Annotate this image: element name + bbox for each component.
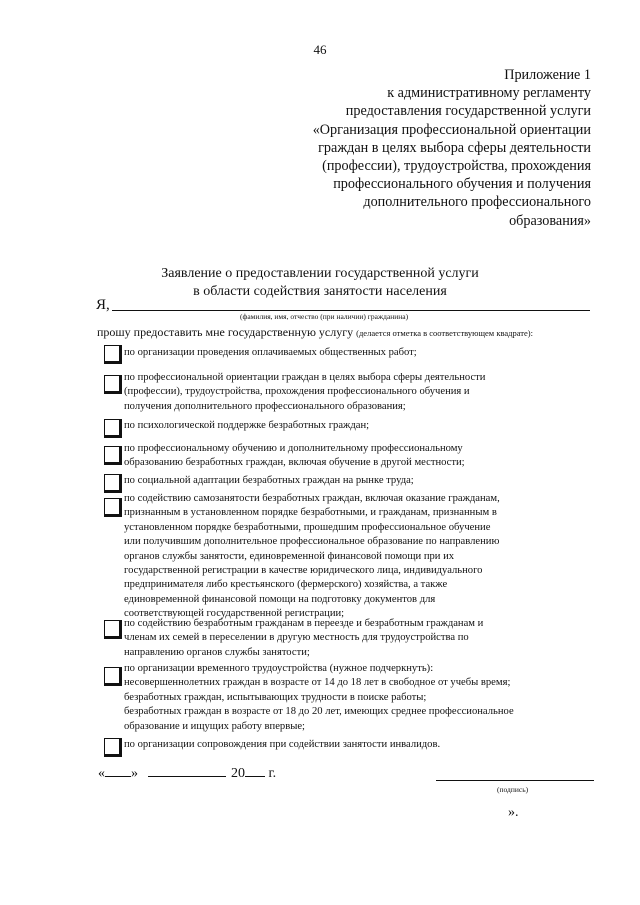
appendix-line: граждан в целях выбора сферы деятельности	[318, 139, 591, 156]
service-item	[124, 492, 564, 622]
appendix-line: образования»	[509, 212, 591, 229]
closing-mark: ».	[508, 805, 519, 820]
service-line: по социальной адаптации безработных граждан на рынке труда;	[124, 475, 414, 486]
date-day-blank[interactable]	[105, 776, 131, 777]
appendix-line: к административному регламенту	[387, 85, 591, 102]
service-checkbox[interactable]	[104, 738, 122, 757]
service-line: предпринимателя либо крестьянского (фермерского) хозяйства, а также	[124, 579, 448, 591]
title-line-1: Заявление о предоставлении государственной услуги	[161, 266, 479, 281]
appendix-header	[271, 66, 591, 230]
service-line: единовременной финансовой помощи на подготовку документов для	[124, 593, 436, 605]
service-item	[124, 474, 564, 488]
date-month-blank[interactable]	[148, 776, 226, 777]
service-line: по организации проведения оплачиваемых общественных работ;	[124, 347, 417, 358]
applicant-caption: (фамилия, имя, отчество (при наличии) гражданина)	[240, 312, 409, 321]
service-line: получения дополнительного профессионального образования;	[124, 400, 406, 412]
page-number: 46	[313, 42, 327, 57]
date-open-quote: «	[98, 766, 105, 781]
applicant-name-line[interactable]	[112, 310, 590, 311]
service-line: образование и ищущих работу впервые;	[124, 720, 305, 732]
service-checkbox[interactable]	[104, 375, 122, 394]
service-line: соответствующей государственной регистрации;	[124, 608, 345, 620]
service-line: членам их семей в переселении в другую местность для трудоустройства по	[124, 632, 469, 644]
service-checkbox[interactable]	[104, 474, 122, 493]
request-note: (делается отметка в соответствующем квадрате):	[356, 328, 533, 338]
service-line: безработных граждан в возрасте от 18 до 20 лет, имеющих среднее профессиональное	[124, 706, 514, 718]
applicant-prefix: Я,	[96, 297, 110, 313]
service-line: установленном порядке безработными, прошедшим профессиональное обучение	[124, 521, 491, 533]
service-checkbox[interactable]	[104, 620, 122, 639]
service-line: образованию безработных граждан, включая обучение в другой местности;	[124, 457, 465, 469]
request-text: прошу предоставить мне государственную услугу	[97, 325, 354, 339]
service-checkbox[interactable]	[104, 345, 122, 364]
request-line	[97, 325, 533, 340]
date-year-suffix: г.	[268, 766, 277, 781]
service-item	[124, 442, 564, 471]
service-line: несовершеннолетних граждан в возрасте от 14 до 18 лет в свободное от учебы время;	[124, 677, 511, 689]
title-line-2: в области содействия занятости населения	[193, 284, 447, 299]
appendix-line: Приложение 1	[504, 67, 591, 83]
service-line: по содействию самозанятости безработных граждан, включая оказание гражданам,	[124, 493, 500, 504]
service-item	[124, 419, 564, 433]
service-line: государственной регистрации в качестве юридического лица, индивидуального	[124, 565, 483, 577]
service-checkbox[interactable]	[104, 667, 122, 686]
service-line: или получившим дополнительное профессиональное образование по направлению	[124, 536, 500, 548]
service-checkbox[interactable]	[104, 498, 122, 517]
signature-line[interactable]	[436, 780, 594, 781]
appendix-line: профессионального обучения и получения	[333, 176, 591, 193]
date-field	[98, 766, 276, 782]
service-item	[124, 371, 564, 414]
appendix-line: дополнительного профессионального	[363, 194, 591, 211]
service-item	[124, 738, 564, 752]
date-close-quote: »	[131, 766, 138, 781]
service-item	[124, 662, 564, 734]
service-line: по организации временного трудоустройства (нужное подчеркнуть):	[124, 663, 434, 674]
service-item	[124, 617, 564, 660]
service-line: (профессии), трудоустройства, прохождения профессионального обучения и	[124, 386, 470, 398]
service-line: по содействию безработным гражданам в переезде и безработным гражданам и	[124, 618, 484, 629]
service-line: безработных граждан, испытывающих трудности в поиске работы;	[124, 691, 427, 703]
signature-caption: (подпись)	[497, 785, 529, 794]
date-year-prefix: 20	[231, 766, 245, 781]
appendix-line: «Организация профессиональной ориентации	[312, 121, 591, 138]
service-line: по организации сопровождения при содействии занятости инвалидов.	[124, 739, 441, 750]
appendix-line: (профессии), трудоустройства, прохождения	[322, 158, 591, 175]
service-line: по психологической поддержке безработных граждан;	[124, 420, 370, 431]
date-year-blank[interactable]	[245, 776, 265, 777]
appendix-line: предоставления государственной услуги	[345, 103, 591, 120]
service-line: по профессиональной ориентации граждан в целях выбора сферы деятельности	[124, 372, 486, 383]
service-item	[124, 346, 564, 360]
service-line: признанным в установленном порядке безработными, и гражданам, признанным в	[124, 507, 497, 519]
document-title	[0, 265, 640, 301]
service-checkbox[interactable]	[104, 419, 122, 438]
service-line: по профессиональному обучению и дополнительному профессиональному	[124, 443, 463, 454]
service-checkbox[interactable]	[104, 446, 122, 465]
service-line: направлению органов службы занятости;	[124, 646, 310, 658]
service-line: органов службы занятости, единовременной финансовой помощи при их	[124, 550, 455, 562]
